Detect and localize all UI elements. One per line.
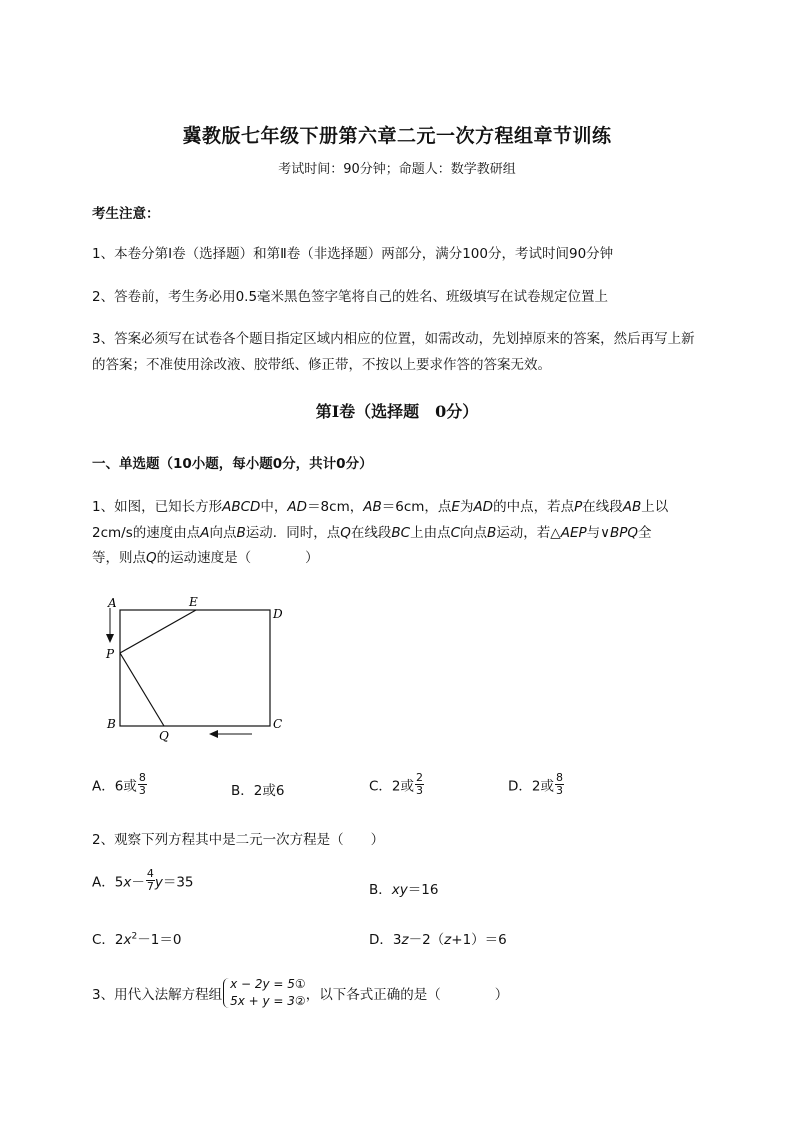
- q1-option-b[interactable]: B．2或6: [231, 783, 285, 799]
- notice-item-3: 3、答案必须写在试卷各个题目指定区域内相应的位置，如需改动，先划掉原来的答案，然后再写上新: [92, 331, 695, 347]
- equation-system: x − 2y = 5① 5x + y = 3②: [222, 976, 306, 1010]
- label-q: Q: [159, 729, 169, 743]
- q1-line-2: 2cm/s的速度由点A向点B运动．同时，点Q在线段BC上由点C向点B运动，若△AEP与∨BPQ全: [92, 525, 652, 541]
- q2-stem: 2、观察下列方程其中是二元一次方程是（ ）: [92, 832, 385, 848]
- segment-pq: [120, 653, 164, 726]
- label-e: E: [189, 595, 198, 609]
- arrow-down-head: [106, 634, 114, 643]
- notice-item-3-cont: 的答案；不准使用涂改液、胶带纸、修正带，不按以上要求作答的答案无效。: [92, 357, 551, 373]
- rectangle-figure: [100, 594, 300, 744]
- q3-stem: 3、用代入法解方程组 x − 2y = 5① 5x + y = 3② ，以下各式正确的是（ ）: [92, 977, 509, 1008]
- q1-option-a[interactable]: A．6或 $\frac{8}{3}$: [92, 771, 146, 797]
- label-a: A: [108, 596, 117, 610]
- q1-option-d[interactable]: D．2或 $\frac{8}{3}$: [508, 771, 563, 797]
- q1-line-3: 等，则点Q的运动速度是（ ）: [92, 550, 319, 566]
- exam-info: 考试时间：90分钟；命题人：数学教研组: [278, 162, 516, 177]
- notice-item-2: 2、答卷前，考生务必用0.5毫米黑色签字笔将自己的姓名、班级填写在试卷规定位置上: [92, 289, 609, 305]
- label-b: B: [107, 717, 116, 731]
- arrow-left-head: [209, 730, 218, 738]
- segment-pe: [120, 610, 196, 653]
- q2-option-a[interactable]: A．5x－ $\frac{4}{7}$ y＝35: [92, 867, 194, 893]
- q2-option-c[interactable]: C．$2x^2-1=0$: [92, 931, 182, 948]
- label-c: C: [273, 717, 283, 731]
- q1-option-c[interactable]: C．2或 $\frac{2}{3}$: [369, 771, 424, 797]
- q2-option-b[interactable]: B．xy＝16: [369, 882, 439, 898]
- part-heading: 一、单选题（10小题，每小题0分，共计0分）: [92, 456, 373, 472]
- label-d: D: [273, 607, 283, 621]
- page-title: 冀教版七年级下册第六章二元一次方程组章节训练: [182, 125, 612, 147]
- q1-line-1: 1、如图，已知长方形ABCD中，AD＝8cm，AB＝6cm，点E为AD的中点，若点P在线段AB上以: [92, 499, 669, 515]
- notice-heading: 考生注意：: [92, 206, 160, 222]
- q2-option-d[interactable]: D．3z－2（z+1）＝6: [369, 932, 507, 948]
- section-title: 第Ⅰ卷（选择题 0分）: [315, 402, 479, 421]
- notice-item-1: 1、本卷分第Ⅰ卷（选择题）和第Ⅱ卷（非选择题）两部分，满分100分，考试时间90分钟: [92, 246, 614, 262]
- label-p: P: [106, 647, 115, 661]
- rectangle-abcd: [120, 610, 270, 726]
